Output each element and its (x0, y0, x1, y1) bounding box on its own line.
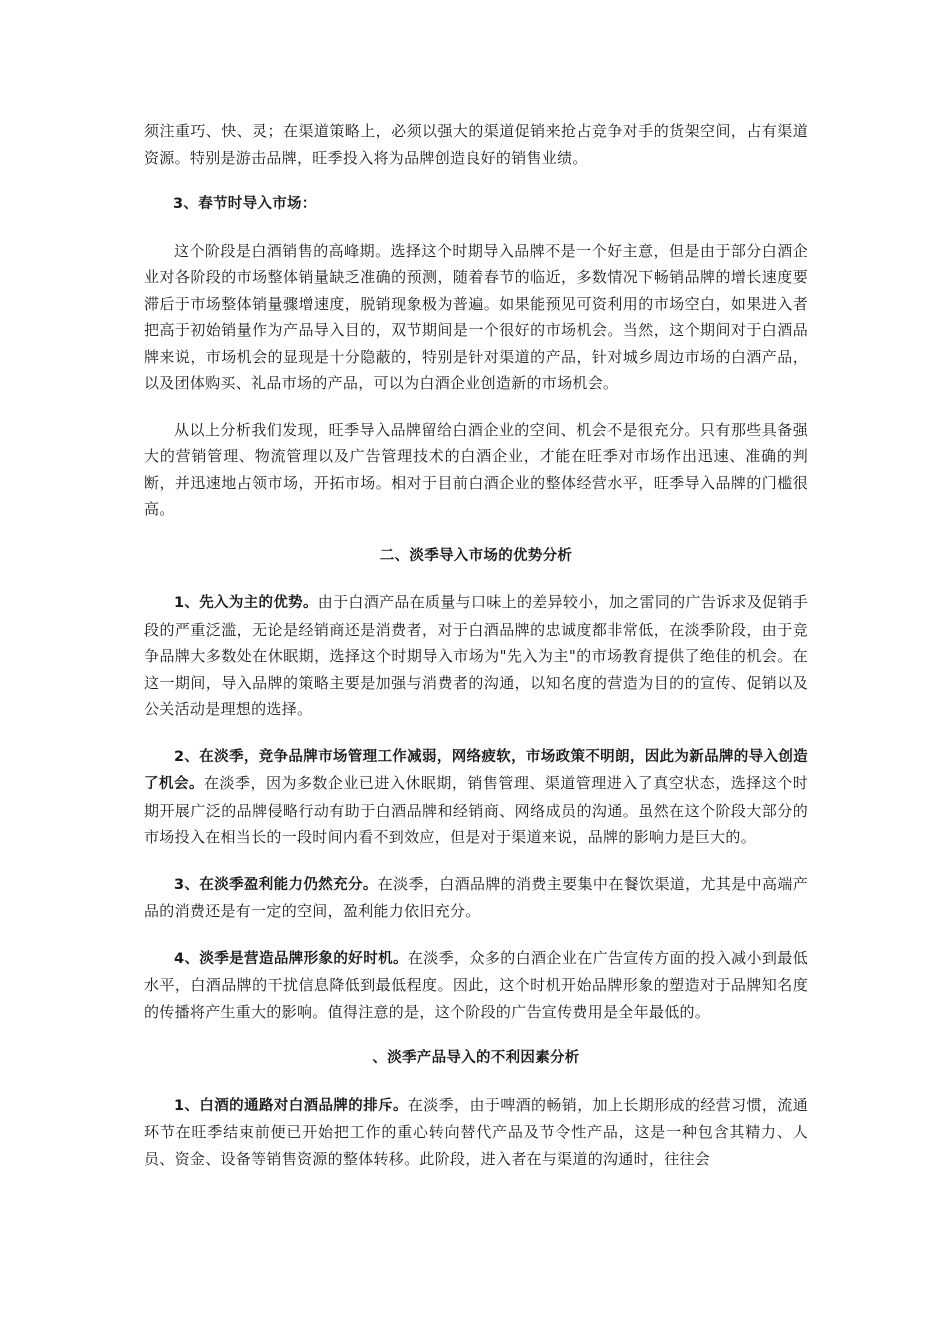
advantage-3-text: 在淡季，白酒品牌的消费主要集中在餐饮渠道，尤其是中高端产品的消费还是有一定的空间，盈利能力依旧充分。 (144, 874, 808, 920)
advantage-2-text: 在淡季，因为多数企业已进入休眠期，销售管理、渠道管理进入了真空状态，选择这个时期开展广泛的品牌侵略行动有助于白酒品牌和经销商、网络成员的沟通。虽然在这个阶段大部分的市场投入在相当长的一段时间内看不到效应，但是对于渠道来说，品牌的影响力是巨大的。 (144, 774, 808, 846)
section-3-heading: 3、春节时导入市场： (173, 196, 317, 212)
section-2-title: 二、淡季导入市场的优势分析 (379, 547, 573, 564)
disadvantage-1-lead: 1、白酒的通路对白酒品牌的排斥。 (174, 1097, 408, 1114)
section-3-body: 这个阶段是白酒销售的高峰期。选择这个时期导入品牌不是一个好主意，但是由于部分白酒企业对各阶段的市场整体销量缺乏准确的预测，随着春节的临近，多数情况下畅销品牌的增长速度要滞后于市场整体销量骤增速度，脱销现象极为普遍。如果能预见可资利用的市场空白，如果进入者把高于初始销量作为产品导入目的，双节期间是一个很好的市场机会。当然，这个期间对于白酒品牌来说，市场机会的显现是十分隐蔽的，特别是针对渠道的产品，针对城乡周边市场的白酒产品，以及团体购买、礼品市场的产品，可以为白酒企业创造新的市场机会。 (144, 241, 808, 392)
advantage-paragraph-4 (144, 945, 808, 1026)
disadvantage-paragraph-1 (144, 1092, 808, 1173)
advantage-4-text: 在淡季，众多的白酒企业在广告宣传方面的投入减小到最低水平，白酒品牌的干扰信息降低到最低程度。因此，这个时机开始品牌形象的塑造对于品牌知名度的传播将产生重大的影响。值得注意的是，这个阶段的广告宣传费用是全年最低的。 (144, 948, 808, 1021)
advantage-1-text: 由于白酒产品在质量与口味上的差异较小，加之雷同的广告诉求及促销手段的严重泛滥，无论是经销商还是消费者，对于白酒品牌的忠诚度都非常低，在淡季阶段，由于竞争品牌大多数处在休眠期，选择这个时期导入市场为"先入为主"的市场教育提供了绝佳的机会。在这一期间，导入品牌的策略主要是加强与消费者的沟通，以知名度的营造为目的的宣传、促销以及公关活动是理想的选择。 (144, 593, 809, 718)
advantage-3-lead: 3、在淡季盈利能力仍然充分。 (174, 876, 378, 893)
advantage-paragraph-2 (144, 743, 808, 851)
advantage-4-lead: 4、淡季是营造品牌形象的好时机。 (174, 950, 408, 967)
summary-paragraph: 从以上分析我们发现，旺季导入品牌留给白酒企业的空间、机会不是很充分。只有那些具备强大的营销管理、物流管理以及广告管理技术的白酒企业，才能在旺季对市场作出迅速、准确的判断，并迅速地占领市场，开拓市场。相对于目前白酒企业的整体经营水平，旺季导入品牌的门槛很高。 (144, 420, 808, 518)
advantage-paragraph-3 (144, 871, 808, 925)
advantage-paragraph-1 (144, 589, 808, 723)
advantage-2-lead: 2、在淡季，竞争品牌市场管理工作减弱，网络疲软，市场政策不明朗，因此为新品牌的导入创造了机会。 (144, 748, 808, 792)
document-page (144, 118, 808, 1172)
advantage-1-lead: 1、先入为主的优势。 (174, 595, 318, 611)
disadvantage-1-text: 在淡季，由于啤酒的畅销，加上长期形成的经营习惯，流通环节在旺季结束前便已开始把工作的重心转向替代产品及节令性产品，这是一种包含其精力、人员、资金、设备等销售资源的整体转移。此阶段，进入者在与渠道的沟通时，往往会 (144, 1095, 808, 1168)
section-3-title: 、淡季产品导入的不利因素分析 (372, 1050, 580, 1066)
intro-paragraph: 须注重巧、快、灵；在渠道策略上，必须以强大的渠道促销来抢占竞争对手的货架空间，占有渠道资源。特别是游击品牌，旺季投入将为品牌创造良好的销售业绩。 (144, 122, 808, 167)
